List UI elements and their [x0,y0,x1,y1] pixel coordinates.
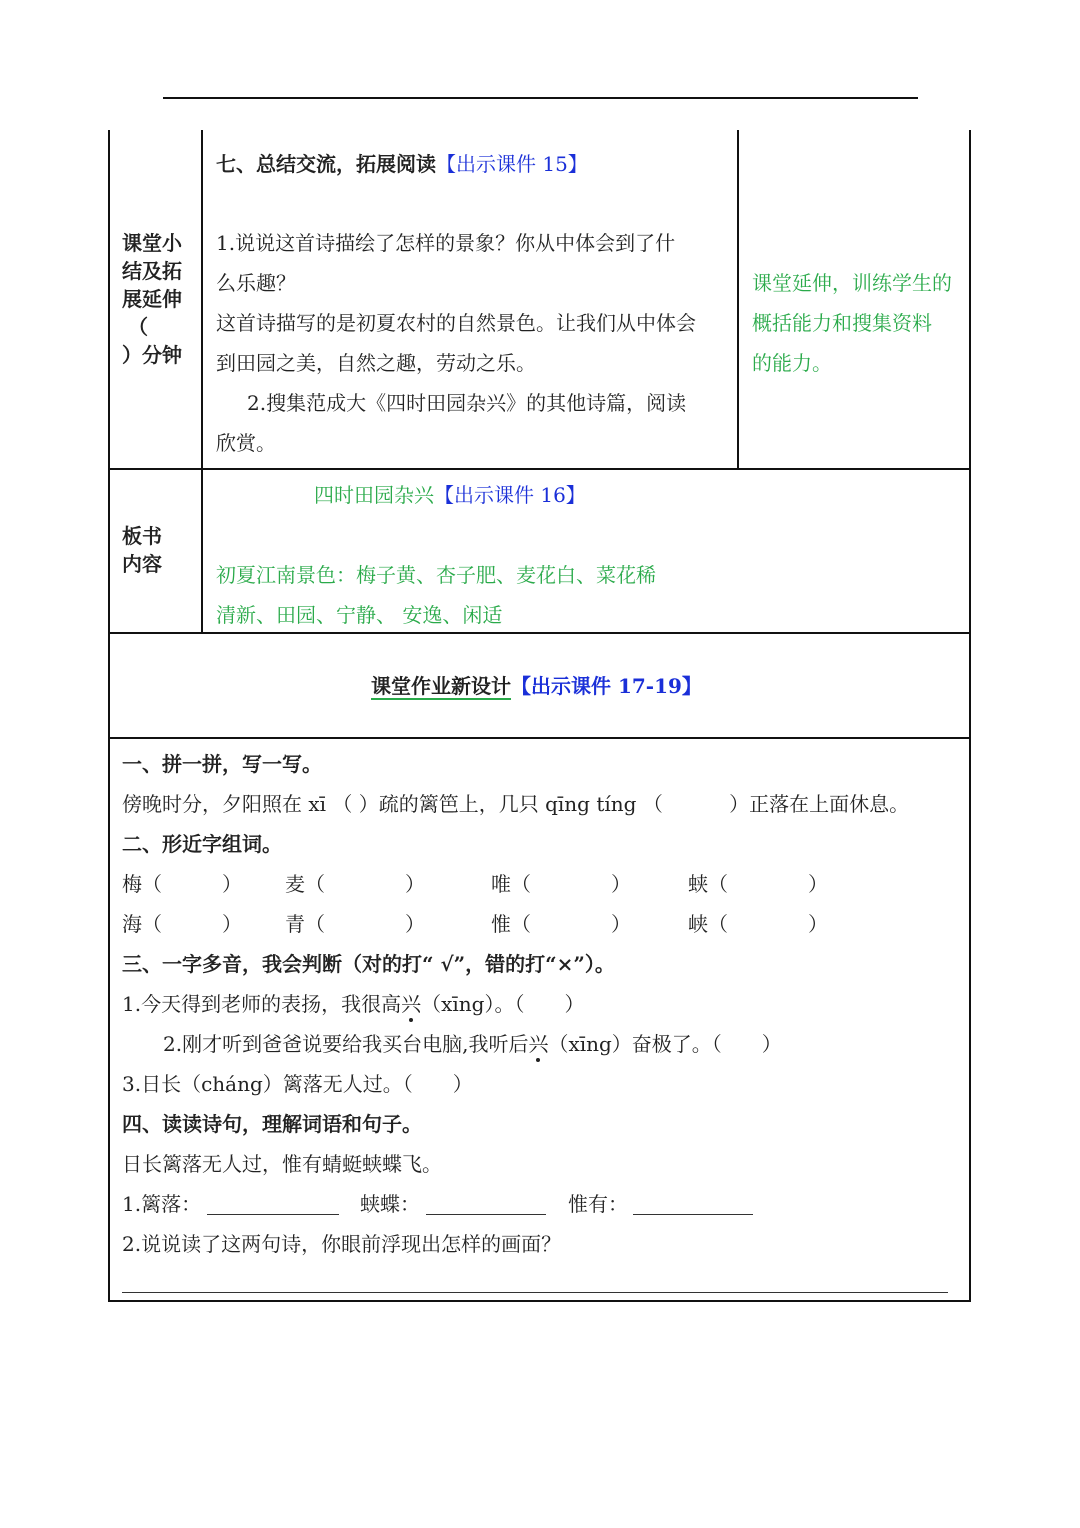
exercise-4-question-2: 2.说说读了这两句诗，你眼前浮现出怎样的画面？ [122,1232,562,1256]
word-meaning-label: 惟有： [568,1192,628,1216]
table-border-bottom [108,1300,971,1302]
page-header-rule [163,97,918,99]
question-text: 2.刚才听到爸爸说要给我买台电脑,我听后 [163,1032,529,1056]
word-meaning-label: 1.篱落： [122,1192,202,1216]
board-row-label: 板书 [122,524,162,548]
homework-title-text: 课堂作业新设计 [371,674,511,698]
poem-line: 日长篱落无人过，惟有蜻蜓蛱蝶飞。 [122,1152,442,1176]
word-group-item: 麦（ ） [285,872,425,896]
question-text: （xīng）。（ ） [421,992,585,1016]
homework-title [371,666,702,706]
row-label-line: （ [128,315,148,339]
board-title-text: 四时田园杂兴 [314,483,434,507]
teaching-note-line: 课堂延伸，训练学生的 [752,271,952,295]
question-1-line-2: 么乐趣？ [216,271,296,295]
row-label-line: ）分钟 [122,343,182,367]
courseware-link[interactable]: 【出示课件 17-19】 [511,674,702,698]
word-group-item: 峡（ ） [688,912,828,936]
question-text: （xīng）奋极了。（ ） [548,1032,782,1056]
exercise-3-question-1 [122,984,584,1024]
exercise-3-heading: 三、一字多音，我会判断（对的打“ √”，错的打“×”）。 [122,952,615,976]
exercise-3-question-3: 3.日长（cháng）篱落无人过。（ ） [122,1072,473,1096]
word-group-item: 梅（ ） [122,872,242,896]
row-label-line: 结及拓 [122,259,182,283]
section-heading-text: 七、总结交流，拓展阅读 [216,152,436,176]
exercise-1-sentence: 傍晚时分，夕阳照在 xī （ ）疏的篱笆上，几只 qīng tíng （ ）正落在上面休息。 [122,792,910,816]
exercise-4-heading: 四、读读诗句，理解词语和句子。 [122,1112,422,1136]
column-divider-2 [737,130,739,470]
teaching-note-line: 概括能力和搜集资料 [752,311,932,335]
question-2-line-2: 欣赏。 [216,431,276,455]
answer-blank-long[interactable] [122,1292,948,1293]
word-group-item: 惟（ ） [491,912,631,936]
row-label-line: 展延伸 [122,287,182,311]
courseware-link[interactable]: 【出示课件 15】 [436,152,588,176]
row-divider-3 [108,737,971,739]
exercise-3-question-2 [163,1024,782,1064]
row-label-line: 课堂小 [122,231,182,255]
board-row-label: 内容 [122,552,162,576]
answer-blank[interactable] [207,1214,339,1215]
board-title [314,475,586,515]
row-divider-1 [108,468,971,470]
exercise-2-heading: 二、形近字组词。 [122,832,282,856]
answer-1-line-1: 这首诗描写的是初夏农村的自然景色。让我们从中体会 [216,311,696,335]
question-1-line-1: 1.说说这首诗描绘了怎样的景象？你从中体会到了什 [216,231,676,255]
table-border-left [108,130,110,1302]
board-content-line-1: 初夏江南景色：梅子黄、杏子肥、麦花白、菜花稀 [216,563,656,587]
word-meaning-label: 蛱蝶： [360,1192,420,1216]
answer-1-line-2: 到田园之美，自然之趣，劳动之乐。 [216,351,536,375]
courseware-link[interactable]: 【出示课件 16】 [434,483,586,507]
answer-blank[interactable] [633,1214,753,1215]
word-group-item: 青（ ） [285,912,425,936]
word-group-item: 海（ ） [122,912,242,936]
question-2-line-1: 2.搜集范成大《四时田园杂兴》的其他诗篇，阅读 [247,391,687,415]
word-group-item: 唯（ ） [491,872,631,896]
question-text: 1.今天得到老师的表扬，我很高 [122,992,402,1016]
teaching-note-line: 的能力。 [752,351,832,375]
marked-character: 兴 [528,1024,548,1064]
marked-character: 兴 [401,984,421,1024]
section7-heading [216,144,588,184]
board-content-line-2: 清新、田园、宁静、 安逸、闲适 [216,603,503,627]
answer-blank[interactable] [426,1214,546,1215]
exercise-1-heading: 一、拼一拼，写一写。 [122,752,322,776]
table-border-right [969,130,971,1302]
column-divider-1 [201,130,203,634]
word-group-item: 蛱（ ） [688,872,828,896]
